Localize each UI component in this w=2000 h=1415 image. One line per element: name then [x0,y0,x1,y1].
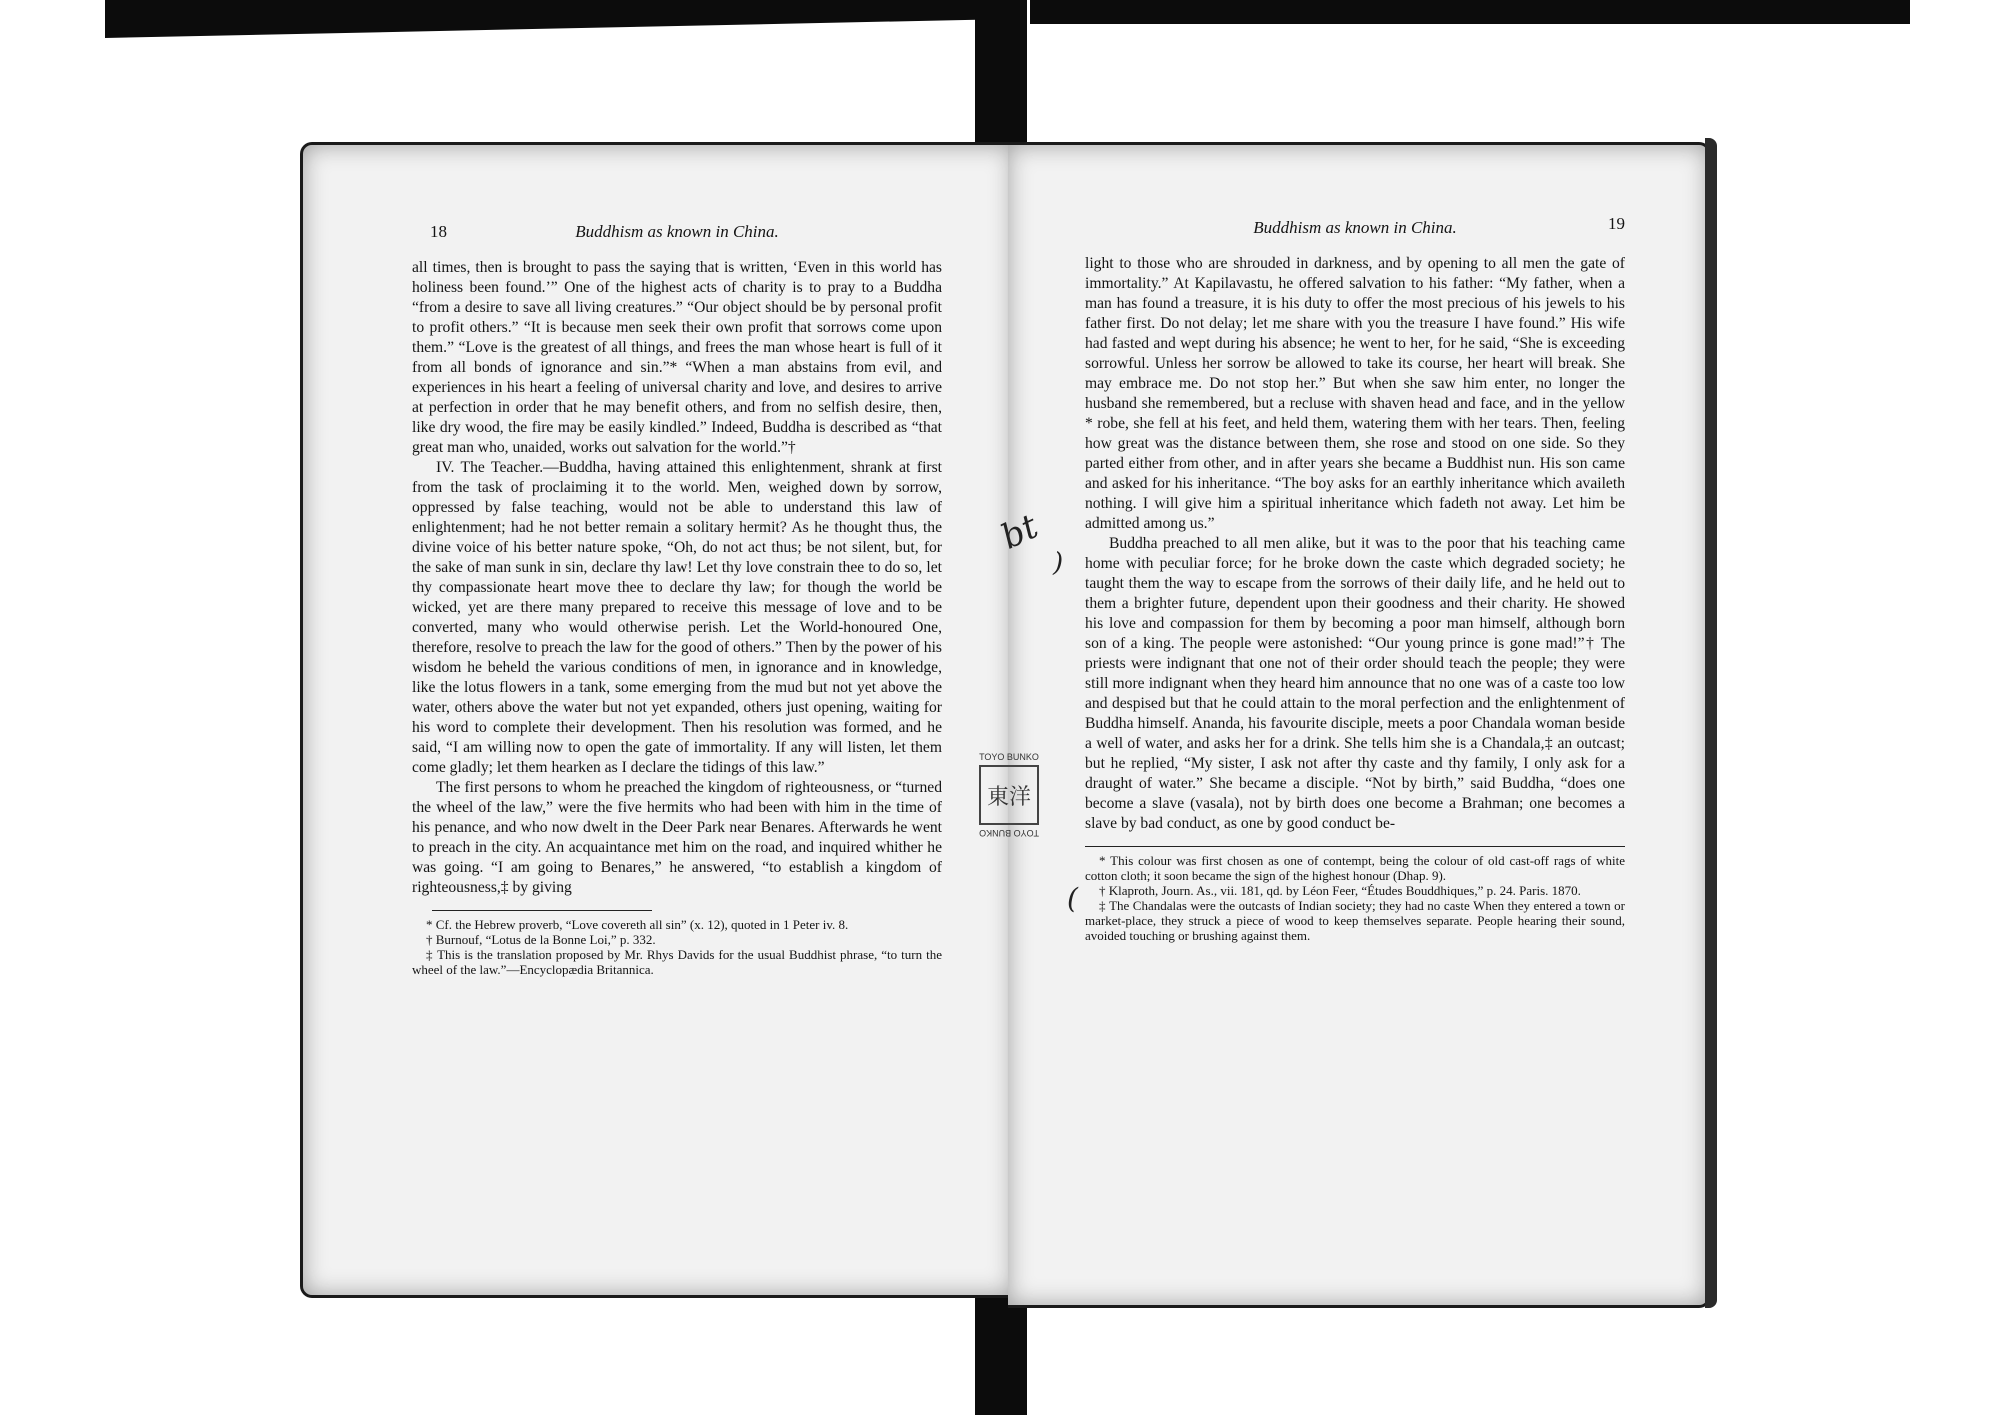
left-page[interactable] [412,222,942,977]
page-edges [1705,138,1717,1308]
right-footnote-1: * This colour was first chosen as one of contempt, being the colour of old cast-off rags of white cotton cloth; it soon became the sign of the highest honour (Dhap. 9). [1085,853,1625,883]
handwritten-bracket-left: ( [1067,882,1078,915]
handwritten-mark-margin: bt [995,506,1045,558]
right-footnote-2: † Klaproth, Journ. As., vii. 181, qd. by Léon Feer, “Études Bouddhiques,” p. 24. Paris. 1870. [1099,883,1581,898]
right-page[interactable] [1085,214,1625,943]
stamp-bottom-text: TOYO BUNKO [979,828,1039,838]
left-footnote-rule [432,910,652,911]
left-footnote-3: ‡ This is the translation proposed by Mr. Rhys Davids for the usual Buddhist phrase, “to turn the wheel of the law.”—Encyclopædia Britannica. [412,947,942,977]
right-paragraph-1: light to those who are shrouded in darkness, and by opening to all men the gate of immortality.” At Kapilavastu, he offered salvation to his father: “My father, when a man has found a treasure, it is his duty to offer the most precious of his jewels to his father first. Do not delay; let me share with you the treasure I have found.” His wife had fasted and wept during his absence; he went to her, for he said, “She is exceeding sorrowful. Unless her sorrow be allowed to take its course, her heart will break. She may embrace me. Do not stop her.” But when she saw him enter, no longer the husband she remembered, but a recluse with shaven head and face, and in the yellow * robe, she fell at his feet, and held them, watering them with her tears. Then, feeling how great was the distance between them, she rose and stood on one side. So they parted either from other, and in after years she became a Buddhist nun. His son came and asked for his inheritance. “The boy asks for an earthly inheritance which availeth nothing. I will give him a spiritual inheritance which fadeth not away. Let him be admitted among us.” [1085,255,1625,532]
right-footnote-rule [1085,846,1625,847]
left-footnote-2: † Burnouf, “Lotus de la Bonne Loi,” p. 332. [426,932,656,947]
stamp-top-text: TOYO BUNKO [979,752,1039,762]
scan-border-top-right [1030,0,1910,24]
stamp-seal-icon: 東洋 [979,765,1039,825]
left-running-title: Buddhism as known in China. [575,222,779,241]
handwritten-bracket-right: ) [1053,548,1064,578]
right-paragraph-2: Buddha preached to all men alike, but it was to the poor that his teaching came home with peculiar force; for he broke down the caste which degraded society; he taught them the way to escape from the sorrows of their daily life, and he held out to them a brighter future, dependent upon their goodness and their charity. He showed his love and compassion for them by becoming a poor man himself, although born son of a king. The people were astonished: “Our young prince is gone mad!”† The priests were indignant that one not of their order should teach the people; they were still more indignant when they heard him announce that no one was of a caste too low and despised but that he could attain to the moral perfection and the enlightenment of Buddha himself. Ananda, his favourite disciple, meets a poor Chandala woman beside a well of water, and asks her for a drink. She tells him she is a Chandala,‡ an outcast; but he replied, “My sister, I ask not after thy caste and thy family, I only ask for a draught of water.” She became a disciple. “Not by birth,” said Buddha, “does one become a slave (vasala), not by birth does one become a Brahman; one becomes a slave by bad conduct, as one by good conduct be- [1085,535,1625,832]
left-footnotes [412,917,942,977]
right-running-head [1085,214,1625,244]
left-running-head [412,222,942,248]
left-paragraph-2: IV. The Teacher.—Buddha, having attained this enlightenment, shrank at first from the task of proclaiming it to the world. Men, weighed down by sorrow, oppressed by false teaching, would not be able to understand this law of enlightenment; had he not better remain a solitary hermit? As he thought thus, the divine voice of his better nature spoke, “Oh, do not act thus; be not silent, but, for the sake of man sunk in sin, declare thy law! Let thy love constrain thee to do so, let thy compassionate heart move thee to declare thy law; for though the world be wicked, yet are there many prepared to receive this message of love and to be converted, many who would otherwise perish. Let the World-honoured One, therefore, resolve to preach the law for the good of others.” Then by the power of his wisdom he beheld the various conditions of men, in ignorance and in knowledge, like the lotus flowers in a tank, some emerging from the mud but not yet above the water, others above the water but not yet expanded, others just opening, waiting for his word to complete their development. Then his resolution was formed, and he said, “I am willing now to open the gate of immortality. If any will listen, let them come gladly; let them hearken as I declare the tidings of this law.” [412,459,942,776]
scan-border-top-left [105,0,1000,38]
right-body-text [1085,254,1625,834]
right-footnote-3: ‡ The Chandalas were the outcasts of Indian society; they had no caste When they entered a town or market-place, they struck a piece of wood to keep themselves separate. People hearing their sound, avoided touching or brushing against them. [1085,898,1625,943]
left-body-text [412,258,942,898]
left-page-number: 18 [430,222,447,241]
left-footnote-1: * Cf. the Hebrew proverb, “Love covereth all sin” (x. 12), quoted in 1 Peter iv. 8. [426,917,849,932]
right-footnotes [1085,853,1625,943]
left-paragraph-3: The first persons to whom he preached the kingdom of righteousness, or “turned the wheel of the law,” were the five hermits who had been with him in the time of his penance, and who now dwelt in the Deer Park near Benares. Afterwards he went to preach in the city. An acquaintance met him on the road, and inquired whither he was going. “I am going to Benares,” he answered, “to establish a kingdom of righteousness,‡ by giving [412,779,942,896]
right-page-number: 19 [1608,214,1625,233]
left-paragraph-1: all times, then is brought to pass the saying that is written, ‘Even in this world has holiness been found.’” One of the highest acts of charity is to pray to a Buddha “from a desire to save all living creatures.” “Our object should be by personal profit to profit others.” “It is because men seek their own profit that sorrows come upon them.” “Love is the greatest of all things, and frees the man whose heart is full of it from all bonds of ignorance and sin.”* “When a man abstains from evil, and experiences in his heart a feeling of universal charity and love, and desires to arrive at perfection in order that he may benefit others, and from no selfish desire, then, like dry wood, the fire may be easily kindled.” Indeed, Buddha is described as “that great man who, unaided, works out salvation for the world.”† [412,259,942,456]
library-stamp [978,752,1040,852]
right-running-title: Buddhism as known in China. [1253,218,1457,237]
